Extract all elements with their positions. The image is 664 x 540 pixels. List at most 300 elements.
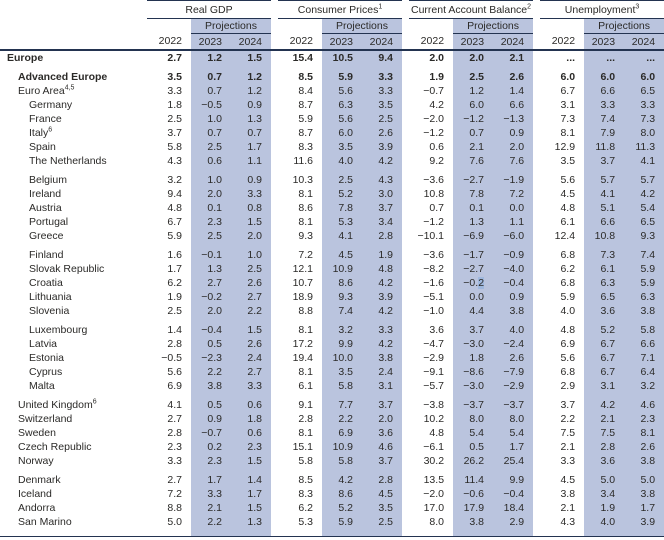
row-label: Czech Republic [18, 441, 92, 453]
group-gap [271, 365, 278, 379]
cell-cpi-2023: 5.9 [322, 70, 362, 84]
year-2022-spacer [409, 19, 453, 34]
cell-cpi-2023: 9.3 [322, 290, 362, 304]
cell-gdp-2024: 2.0 [231, 229, 271, 243]
cell-gdp-2022: 3.3 [167, 85, 182, 97]
cell-cab-2023: −6.9 [453, 229, 493, 243]
cell-unemp-2024: 3.8 [624, 304, 664, 318]
group-gap [402, 229, 409, 243]
group-gap [402, 201, 409, 215]
cell-cab-2022: −1.6 [423, 277, 445, 289]
cell-cab-2024: −1.9 [493, 173, 533, 187]
cell-unemp-2023: 6.1 [584, 262, 624, 276]
group-gap [402, 70, 409, 84]
table-row [0, 215, 664, 229]
cell-unemp-2024: 5.9 [624, 262, 664, 276]
cell-cab-2024: −2.9 [493, 379, 533, 393]
cell-cpi-2022: 15.1 [292, 441, 314, 453]
row-label: Malta [29, 380, 55, 392]
cell-cpi-2023: 5.9 [322, 515, 362, 529]
cell-gdp-2022: 3.2 [167, 174, 182, 186]
cell-gdp-2024: 1.2 [231, 70, 271, 84]
group-gap [271, 84, 278, 98]
group-gap [402, 248, 409, 262]
group-gap [533, 154, 540, 168]
cell-cpi-2023: 7.8 [322, 201, 362, 215]
cell-gdp-2024: 2.7 [231, 365, 271, 379]
cell-cab-2024: 1.1 [493, 215, 533, 229]
row-label: San Marino [18, 516, 72, 528]
group-gap [533, 323, 540, 337]
year-header: 2024 [362, 34, 402, 51]
cell-cab-2023: 0.1 [453, 201, 493, 215]
cell-cab-2023: 4.4 [453, 304, 493, 318]
cell-unemp-2023: 7.9 [584, 126, 624, 140]
cell-unemp-2024: 5.0 [624, 473, 664, 487]
cell-cpi-2024: 2.5 [362, 112, 402, 126]
cell-gdp-2022: 1.9 [167, 291, 182, 303]
cell-gdp-2022: 3.5 [167, 71, 182, 83]
group-gap [533, 454, 540, 468]
year-header: 2022 [540, 34, 584, 51]
cell-unemp-2022: 7.5 [560, 427, 576, 439]
group-gap [402, 215, 409, 229]
group-gap [533, 379, 540, 393]
group-gap [533, 440, 540, 454]
cell-gdp-2023: 2.0 [191, 187, 231, 201]
table-row [0, 487, 664, 501]
row-label: Croatia [29, 277, 63, 289]
cell-cpi-2022: 17.2 [292, 338, 314, 350]
cell-cpi-2024: 4.2 [362, 304, 402, 318]
cell-cpi-2024: 3.7 [362, 201, 402, 215]
group-gap [533, 215, 540, 229]
cell-unemp-2024: 6.5 [624, 84, 664, 98]
cell-gdp-2023: −0.1 [191, 248, 231, 262]
table-row [0, 140, 664, 154]
cell-unemp-2024: 3.9 [624, 515, 664, 529]
cell-gdp-2023: 2.2 [191, 515, 231, 529]
cell-unemp-2022: 3.7 [560, 399, 576, 411]
cell-cab-2023: 0.7 [453, 126, 493, 140]
group-gap [533, 262, 540, 276]
cell-cab-2022: −10.1 [417, 230, 445, 242]
cell-cpi-2024: 4.3 [362, 173, 402, 187]
cell-cab-2022: −1.2 [423, 216, 445, 228]
cell-gdp-2024: 3.3 [231, 187, 271, 201]
row-label: Ireland [29, 188, 62, 200]
cell-gdp-2023: 2.2 [191, 365, 231, 379]
cell-cab-2024: 5.4 [493, 426, 533, 440]
cell-cab-2024: −2.4 [493, 337, 533, 351]
cell-cab-2023: 7.6 [453, 154, 493, 168]
cell-unemp-2023: 1.9 [584, 501, 624, 515]
cell-unemp-2022: 6.8 [560, 277, 576, 289]
cell-cab-2023: 8.0 [453, 412, 493, 426]
cell-cpi-2024: 3.6 [362, 426, 402, 440]
cell-cpi-2022: 8.1 [298, 427, 314, 439]
column-group-title: Current Account Balance$^2$ [409, 1, 533, 19]
group-gap [533, 304, 540, 318]
group-gap [271, 229, 278, 243]
cell-cpi-2023: 6.0 [322, 126, 362, 140]
cell-unemp-2023: 6.6 [584, 84, 624, 98]
row-label: Denmark [18, 474, 61, 486]
cell-cab-2022: −4.7 [423, 338, 445, 350]
group-gap [271, 19, 278, 34]
table-row [0, 398, 664, 412]
cell-unemp-2023: 6.3 [584, 276, 624, 290]
group-gap [533, 351, 540, 365]
cell-cpi-2022: 8.7 [298, 99, 314, 111]
cell-cab-2024: 25.4 [493, 454, 533, 468]
cell-unemp-2022: 3.5 [560, 155, 576, 167]
group-gap [533, 276, 540, 290]
cell-gdp-2024: 3.3 [231, 379, 271, 393]
cell-unemp-2024: 9.3 [624, 229, 664, 243]
group-gap [271, 34, 278, 51]
year-header: 2024 [231, 34, 271, 51]
cell-unemp-2022: 4.5 [560, 474, 576, 486]
row-label: Lithuania [29, 291, 72, 303]
cell-gdp-2022: 2.7 [167, 474, 182, 486]
cell-gdp-2023: 3.8 [191, 379, 231, 393]
cell-gdp-2023: 0.2 [191, 440, 231, 454]
group-gap [533, 229, 540, 243]
cell-cpi-2022: 18.9 [292, 291, 314, 303]
cell-gdp-2024: 1.4 [231, 473, 271, 487]
cell-gdp-2024: 1.0 [231, 248, 271, 262]
cell-spacer [191, 529, 231, 537]
cell-unemp-2022: 3.3 [560, 455, 576, 467]
group-gap [271, 515, 278, 529]
cell-cpi-2024: 2.5 [362, 515, 402, 529]
group-gap [533, 501, 540, 515]
group-gap [402, 262, 409, 276]
year-header: 2022 [147, 34, 191, 51]
cell-cpi-2024: 2.4 [362, 365, 402, 379]
cell-unemp-2022: 4.8 [560, 202, 576, 214]
group-gap [533, 412, 540, 426]
cell-cpi-2024: 3.7 [362, 398, 402, 412]
group-gap [533, 473, 540, 487]
cell-gdp-2024: 2.5 [231, 262, 271, 276]
cell-gdp-2024: 1.1 [231, 154, 271, 168]
row-label: Finland [29, 249, 64, 261]
column-group-title: Real GDP [147, 1, 271, 19]
cell-unemp-2023: 6.7 [584, 351, 624, 365]
cell-cab-2023: 6.0 [453, 98, 493, 112]
cell-cpi-2023: 7.4 [322, 304, 362, 318]
cell-unemp-2023: 6.6 [584, 215, 624, 229]
group-gap [533, 337, 540, 351]
cell-unemp-2022: 4.3 [560, 516, 576, 528]
cell-gdp-2024: 1.3 [231, 515, 271, 529]
cell-gdp-2023: 0.7 [191, 126, 231, 140]
cell-gdp-2023: 2.5 [191, 140, 231, 154]
cell-cab-2022: 10.8 [423, 188, 445, 200]
cell-gdp-2022: 2.5 [167, 113, 182, 125]
table-header [0, 1, 664, 51]
cell-gdp-2024: 1.3 [231, 112, 271, 126]
cell-unemp-2023: 2.8 [584, 440, 624, 454]
table-row [0, 337, 664, 351]
cell-unemp-2024: 5.8 [624, 323, 664, 337]
cell-spacer [493, 529, 533, 537]
cell-unemp-2024: 7.1 [624, 351, 664, 365]
cell-cpi-2024: 3.0 [362, 187, 402, 201]
cell-cpi-2023: 8.6 [322, 487, 362, 501]
cell-unemp-2024: 6.0 [624, 70, 664, 84]
cell-unemp-2023: 3.3 [584, 98, 624, 112]
cell-cpi-2023: 10.0 [322, 351, 362, 365]
cell-cpi-2022: 8.7 [298, 127, 314, 139]
group-gap [402, 126, 409, 140]
cell-cab-2022: 1.9 [429, 71, 445, 83]
column-group-title: Unemployment$^3$ [540, 1, 664, 19]
cell-unemp-2023: ... [584, 50, 624, 65]
cell-cpi-2022: 8.3 [298, 488, 314, 500]
cell-cab-2023: −2.7 [453, 173, 493, 187]
cell-cab-2024: −7.9 [493, 365, 533, 379]
cell-gdp-2024: 2.6 [231, 337, 271, 351]
cell-gdp-2023: −0.4 [191, 323, 231, 337]
cell-cab-2023: 2.0 [453, 50, 493, 65]
cell-cpi-2023: 2.2 [322, 412, 362, 426]
cell-cpi-2022: 10.7 [292, 277, 314, 289]
cell-unemp-2022: 2.1 [560, 441, 576, 453]
row-label-spacer [0, 529, 147, 537]
group-gap [271, 126, 278, 140]
cell-unemp-2024: 5.9 [624, 276, 664, 290]
cell-cpi-2024: 3.8 [362, 351, 402, 365]
cell-cab-2024: 6.6 [493, 98, 533, 112]
cell-unemp-2023: 5.1 [584, 201, 624, 215]
table-row [0, 379, 664, 393]
cell-unemp-2022: 6.2 [560, 263, 576, 275]
cell-cab-2023: 2.5 [453, 70, 493, 84]
year-header: 2024 [624, 34, 664, 51]
group-gap [271, 276, 278, 290]
cell-cpi-2022: 9.1 [298, 399, 314, 411]
group-gap [533, 248, 540, 262]
row-label: United Kingdom$^6$ [18, 398, 97, 411]
cell-spacer [278, 529, 322, 537]
cell-cpi-2023: 8.6 [322, 276, 362, 290]
cell-cab-2024: 4.0 [493, 323, 533, 337]
row-label: Switzerland [18, 413, 73, 425]
cell-unemp-2024: 7.4 [624, 248, 664, 262]
cell-gdp-2022: 5.9 [167, 230, 182, 242]
cell-unemp-2023: 3.6 [584, 454, 624, 468]
cell-unemp-2022: 3.1 [560, 99, 576, 111]
cell-gdp-2023: −0.5 [191, 98, 231, 112]
group-gap [402, 304, 409, 318]
cell-unemp-2022: 3.8 [560, 488, 576, 500]
selection-highlight: 2 [478, 277, 485, 289]
cell-gdp-2022: 5.0 [167, 516, 182, 528]
table-row [0, 50, 664, 65]
cell-gdp-2022: 2.8 [167, 427, 182, 439]
year-header: 2022 [278, 34, 322, 51]
cell-cab-2022: −6.1 [423, 441, 445, 453]
cell-gdp-2024: 2.6 [231, 276, 271, 290]
table-row [0, 112, 664, 126]
cell-gdp-2022: 1.8 [167, 99, 182, 111]
cell-gdp-2022: 2.7 [167, 413, 182, 425]
table-row [0, 201, 664, 215]
cell-cpi-2024: 4.2 [362, 154, 402, 168]
cell-cab-2024: 2.0 [493, 140, 533, 154]
group-gap [271, 215, 278, 229]
group-gap [402, 140, 409, 154]
cell-cab-2023: 0.0 [453, 290, 493, 304]
group-gap [271, 426, 278, 440]
cell-gdp-2022: 4.1 [167, 399, 182, 411]
cell-gdp-2022: 8.8 [167, 502, 182, 514]
table-row [0, 440, 664, 454]
cell-gdp-2022: 6.9 [167, 380, 182, 392]
year-header: 2024 [493, 34, 533, 51]
cell-cpi-2023: 5.2 [322, 187, 362, 201]
group-gap [533, 487, 540, 501]
group-gap [533, 515, 540, 529]
cell-cab-2024: −1.3 [493, 112, 533, 126]
cell-gdp-2024: 1.7 [231, 140, 271, 154]
row-label: Greece [29, 230, 64, 242]
cell-cab-2022: 2.0 [429, 52, 445, 64]
cell-cpi-2024: 3.9 [362, 140, 402, 154]
year-header: 2023 [191, 34, 231, 51]
cell-cab-2024: 2.6 [493, 70, 533, 84]
table-row [0, 229, 664, 243]
cell-unemp-2024: 6.4 [624, 365, 664, 379]
cell-cab-2024: 2.9 [493, 515, 533, 529]
row-label: Iceland [18, 488, 52, 500]
cell-unemp-2024: 3.2 [624, 379, 664, 393]
cell-cpi-2024: 4.2 [362, 276, 402, 290]
cell-cpi-2024: 3.3 [362, 70, 402, 84]
cell-cab-2024: 1.7 [493, 440, 533, 454]
cell-cpi-2024: 1.9 [362, 248, 402, 262]
cell-gdp-2024: 1.8 [231, 412, 271, 426]
row-label: Slovenia [29, 305, 70, 317]
group-gap [533, 201, 540, 215]
cell-unemp-2024: 7.3 [624, 112, 664, 126]
group-gap [402, 187, 409, 201]
footnote-marker: 6 [48, 126, 53, 134]
cell-cpi-2024: 3.7 [362, 454, 402, 468]
cell-cpi-2024: 4.2 [362, 337, 402, 351]
group-gap [533, 98, 540, 112]
row-label: Euro Area$^{4,5}$ [18, 84, 75, 97]
cell-unemp-2022: ... [566, 52, 576, 64]
cell-gdp-2024: 2.3 [231, 440, 271, 454]
cell-gdp-2024: 2.4 [231, 351, 271, 365]
group-gap [271, 529, 278, 537]
projections-header: Projections [191, 19, 271, 34]
cell-gdp-2023: 0.9 [191, 412, 231, 426]
cell-cpi-2023: 10.9 [322, 440, 362, 454]
cell-gdp-2023: 1.3 [191, 262, 231, 276]
cell-cpi-2022: 5.3 [298, 516, 314, 528]
cell-gdp-2022: 4.8 [167, 202, 182, 214]
table-row [0, 187, 664, 201]
cell-cpi-2024: 2.8 [362, 229, 402, 243]
table-row [0, 248, 664, 262]
group-gap [402, 529, 409, 537]
cell-gdp-2024: 1.5 [231, 215, 271, 229]
cell-unemp-2024: 8.0 [624, 126, 664, 140]
cell-cab-2024: 0.9 [493, 126, 533, 140]
group-gap [402, 50, 409, 65]
cell-spacer [624, 529, 664, 537]
cell-cpi-2023: 3.5 [322, 365, 362, 379]
group-gap [533, 365, 540, 379]
cell-cab-2022: −1.0 [423, 305, 445, 317]
cell-gdp-2023: 0.7 [191, 70, 231, 84]
cell-gdp-2024: 2.7 [231, 290, 271, 304]
cell-cab-2023: −2.7 [453, 262, 493, 276]
cell-cab-2022: 4.8 [429, 427, 445, 439]
cell-unemp-2024: 6.3 [624, 290, 664, 304]
cell-cpi-2023: 5.6 [322, 84, 362, 98]
footnote-marker: 2 [527, 3, 532, 10]
cell-cab-2024: −0.4 [493, 487, 533, 501]
cell-cpi-2024: 3.4 [362, 215, 402, 229]
cell-gdp-2023: 0.1 [191, 201, 231, 215]
group-gap [533, 84, 540, 98]
group-gap [402, 84, 409, 98]
cell-cab-2024: 18.4 [493, 501, 533, 515]
year-header: 2023 [584, 34, 624, 51]
projections-header: Projections [584, 19, 664, 34]
cell-unemp-2024: 5.7 [624, 173, 664, 187]
group-gap [402, 473, 409, 487]
cell-unemp-2022: 2.9 [560, 380, 576, 392]
group-gap [402, 173, 409, 187]
cell-spacer [540, 529, 584, 537]
group-gap [533, 173, 540, 187]
footnote-marker: 6 [92, 398, 97, 406]
cell-cpi-2022: 6.2 [298, 502, 314, 514]
cell-spacer [362, 529, 402, 537]
cell-unemp-2024: 6.5 [624, 215, 664, 229]
cell-gdp-2024: 1.5 [231, 501, 271, 515]
cell-gdp-2024: 1.5 [231, 50, 271, 65]
table-row [0, 323, 664, 337]
cell-cab-2022: 30.2 [423, 455, 445, 467]
group-gap [271, 98, 278, 112]
group-gap [533, 398, 540, 412]
group-gap [402, 1, 409, 19]
cell-cab-2024: 7.2 [493, 187, 533, 201]
table-row [0, 173, 664, 187]
group-gap [271, 323, 278, 337]
cell-unemp-2024: 8.1 [624, 426, 664, 440]
table-row [0, 70, 664, 84]
cell-cab-2022: 4.2 [429, 99, 445, 111]
row-label: The Netherlands [29, 155, 107, 167]
cell-spacer [231, 529, 271, 537]
cell-cab-2022: −5.7 [423, 380, 445, 392]
cell-cab-2024: 2.1 [493, 50, 533, 65]
cell-gdp-2023: 3.3 [191, 487, 231, 501]
group-gap [402, 19, 409, 34]
cell-cpi-2023: 4.5 [322, 248, 362, 262]
projections-header: Projections [453, 19, 533, 34]
table-row [0, 304, 664, 318]
